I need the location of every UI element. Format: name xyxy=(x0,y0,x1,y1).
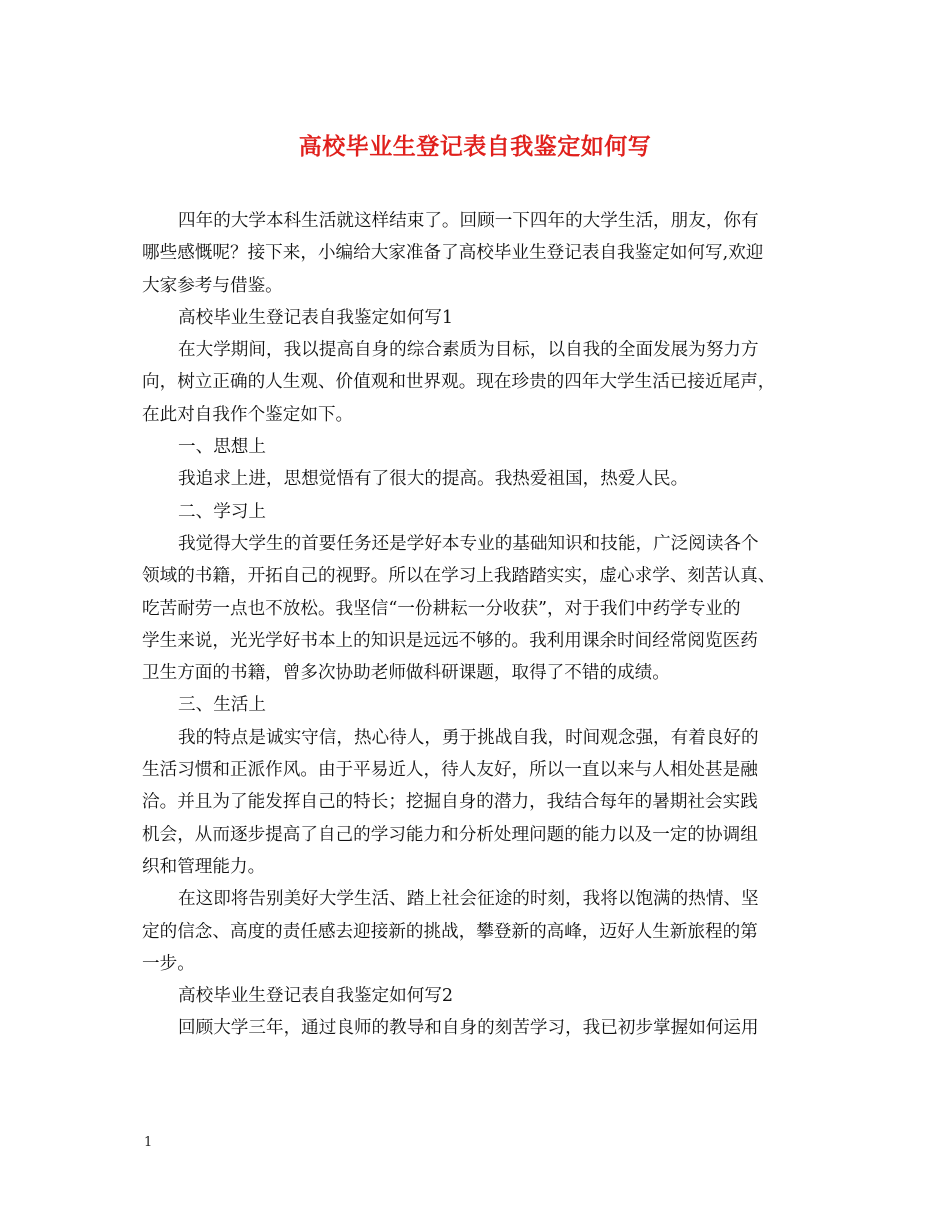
paragraph xyxy=(142,463,812,495)
paragraph xyxy=(142,883,812,980)
text-line: 一步。 xyxy=(142,953,195,974)
paragraph xyxy=(142,722,812,883)
paragraph xyxy=(142,1012,812,1044)
text-line: 三、生活上 xyxy=(178,695,266,716)
text-line: 学生来说，光光学好书本上的知识是远远不够的。我利用课余时间经常阅览医药 xyxy=(142,630,758,651)
text-line: 四年的大学本科生活就这样结束了。回顾一下四年的大学生活，朋友，你有 xyxy=(178,211,759,231)
paragraph xyxy=(142,431,812,463)
text-line: 高校毕业生登记表自我鉴定如何写1 xyxy=(178,307,454,328)
text-line: 向，树立正确的人生观、价值观和世界观。现在珍贵的四年大学生活已接近尾声， xyxy=(142,372,776,393)
text-line: 我的特点是诚实守信，热心待人，勇于挑战自我，时间观念强，有着良好的 xyxy=(178,727,759,748)
text-line: 生活习惯和正派作风。由于平易近人，待人友好，所以一直以来与人相处甚是融 xyxy=(142,760,758,781)
text-line: 卫生方面的书籍，曾多次协助老师做科研课题，取得了不错的成绩。 xyxy=(142,663,670,684)
paragraph xyxy=(142,302,812,334)
text-line: 一、思想上 xyxy=(178,437,266,458)
text-line: 领域的书籍，开拓自己的视野。所以在学习上我踏踏实实，虚心求学、刻苦认真、 xyxy=(142,566,776,587)
text-line: 在此对自我作个鉴定如下。 xyxy=(142,404,354,425)
text-line: 在这即将告别美好大学生活、踏上社会征途的时刻，我将以饱满的热情、坚 xyxy=(178,889,759,910)
page-title: 高校毕业生登记表自我鉴定如何写 xyxy=(298,133,652,160)
paragraph xyxy=(142,334,812,431)
text-line: 大家参考与借鉴。 xyxy=(142,275,283,296)
text-line: 二、学习上 xyxy=(178,501,266,522)
document-body xyxy=(142,205,812,1045)
paragraph xyxy=(142,528,812,689)
page-number: 1 xyxy=(144,1135,153,1150)
paragraph xyxy=(142,205,812,302)
text-line: 洽。并且为了能发挥自己的特长；挖掘自身的潜力，我结合每年的暑期社会实践 xyxy=(142,792,758,813)
text-line: 在大学期间，我以提高自身的综合素质为目标，以自我的全面发展为努力方 xyxy=(178,340,759,361)
text-line: 机会，从而逐步提高了自己的学习能力和分析处理问题的能力以及一定的协调组 xyxy=(142,824,758,845)
text-line: 吃苦耐劳一点也不放松。我坚信“一份耕耘一分收获”，对于我们中药学专业的 xyxy=(142,598,741,619)
text-line: 我追求上进，思想觉悟有了很大的提高。我热爱祖国，热爱人民。 xyxy=(178,469,689,490)
text-line: 定的信念、高度的责任感去迎接新的挑战，攀登新的高峰，迈好人生新旅程的第 xyxy=(142,921,758,942)
paragraph xyxy=(142,689,812,721)
text-line: 回顾大学三年，通过良师的教导和自身的刻苦学习，我已初步掌握如何运用 xyxy=(178,1018,759,1039)
text-line: 哪些感慨呢？接下来，小编给大家准备了高校毕业生登记表自我鉴定如何写,欢迎 xyxy=(142,243,764,264)
text-line: 高校毕业生登记表自我鉴定如何写2 xyxy=(178,986,454,1007)
text-line: 我觉得大学生的首要任务还是学好本专业的基础知识和技能，广泛阅读各个 xyxy=(178,533,759,554)
paragraph xyxy=(142,496,812,528)
text-line: 织和管理能力。 xyxy=(142,856,266,877)
paragraph xyxy=(142,980,812,1012)
